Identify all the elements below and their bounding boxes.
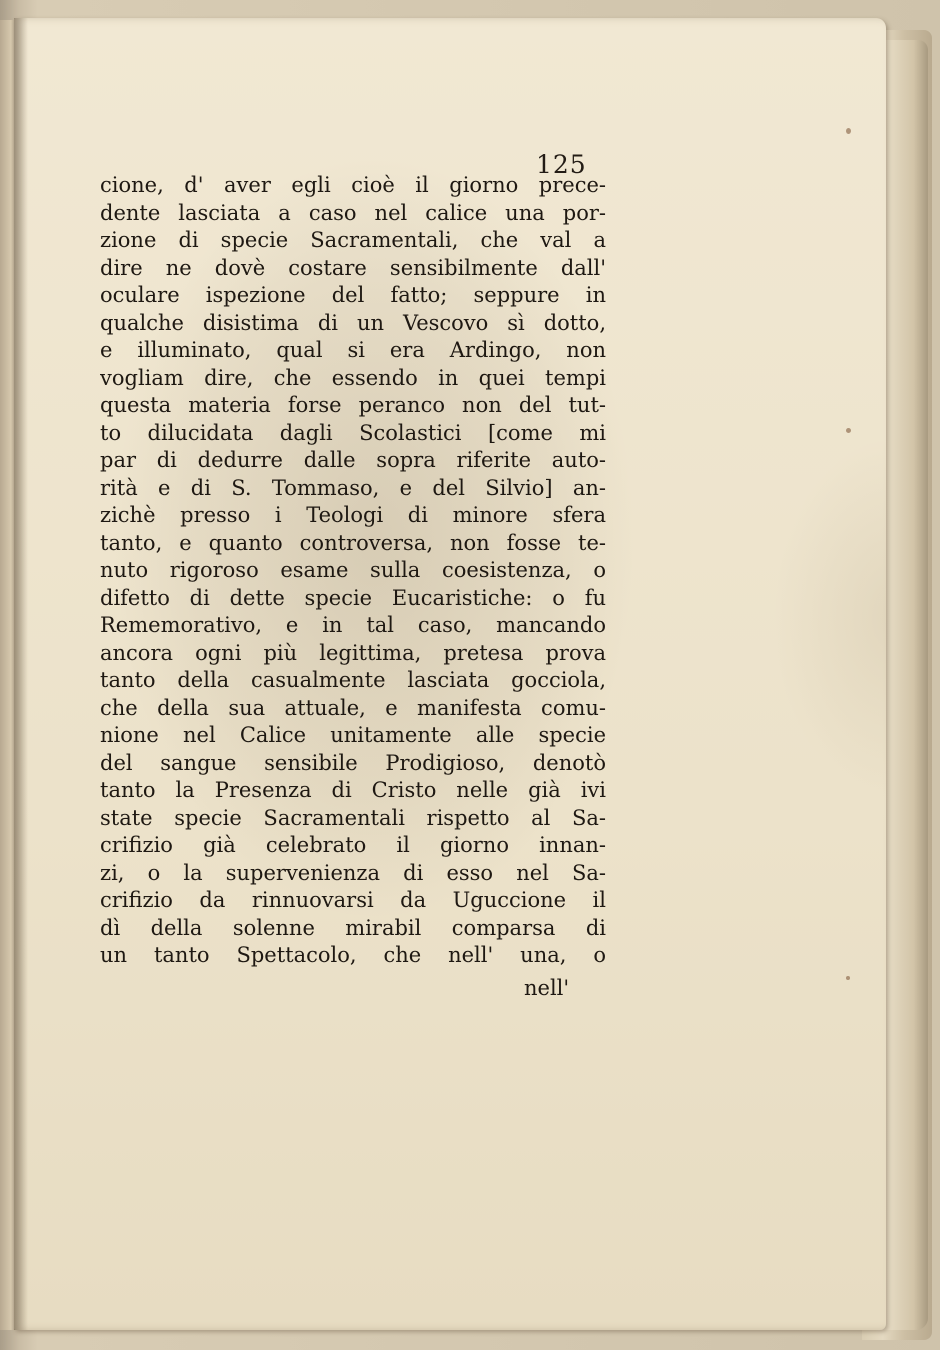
text-line: nuto rigoroso esame sulla coesistenza, o	[100, 558, 606, 582]
text-line: questa materia forse peranco non del tut-	[100, 393, 606, 417]
catchword: nell'	[524, 976, 570, 1000]
page-number: 125	[536, 150, 587, 179]
text-line: difetto di dette specie Eucaristiche: o fu	[100, 585, 606, 610]
foxing-spot	[846, 128, 851, 134]
foxing-spot	[846, 976, 850, 980]
text-line: oculare ispezione del fatto; seppure in	[100, 283, 606, 307]
text-line: state specie Sacramentali rispetto al Sa-	[100, 805, 606, 830]
text-line: tanto, e quanto controversa, non fosse te-	[100, 530, 606, 555]
text-line: to dilucidata dagli Scolastici [come mi	[100, 420, 606, 445]
text-line: ancora ogni più legittima, pretesa prova	[100, 640, 606, 665]
gutter-shadow	[14, 18, 28, 1330]
text-line: cione, d' aver egli cioè il giorno prece-	[100, 173, 606, 197]
text-line: crifizio da rinnuovarsi da Uguccione il	[100, 888, 606, 912]
text-line: zi, o la supervenienza di esso nel Sa-	[100, 860, 606, 885]
foxing-spot	[846, 428, 851, 433]
text-line: tanto la Presenza di Cristo nelle già ivi	[100, 778, 606, 802]
text-line: che della sua attuale, e manifesta comu-	[100, 695, 606, 720]
text-line: dente lasciata a caso nel calice una por-	[100, 200, 606, 225]
text-line: crifizio già celebrato il giorno innan-	[100, 833, 606, 857]
text-line: par di dedurre dalle sopra riferite auto-	[100, 448, 606, 472]
text-line: e illuminato, qual si era Ardingo, non	[100, 338, 606, 362]
text-line: qualche disistima di un Vescovo sì dotto,	[100, 310, 606, 335]
body-text	[100, 172, 606, 970]
text-line: zichè presso i Teologi di minore sfera	[100, 503, 606, 527]
text-line: del sangue sensibile Prodigioso, denotò	[100, 750, 606, 775]
text-line: vogliam dire, che essendo in quei tempi	[100, 365, 606, 390]
text-line: un tanto Spettacolo, che nell' una, o	[100, 943, 606, 967]
text-line: dì della solenne mirabil comparsa di	[100, 915, 606, 940]
text-line: nione nel Calice unitamente alle specie	[100, 723, 606, 747]
text-line: zione di specie Sacramentali, che val a	[100, 228, 606, 252]
text-line: rità e di S. Tommaso, e del Silvio] an-	[100, 475, 606, 500]
text-line: dire ne dovè costare sensibilmente dall'	[100, 255, 606, 280]
page-stack-edge-inner	[880, 40, 928, 1330]
text-line: Rememorativo, e in tal caso, mancando	[100, 613, 606, 637]
text-line: tanto della casualmente lasciata gocciola,	[100, 668, 606, 692]
